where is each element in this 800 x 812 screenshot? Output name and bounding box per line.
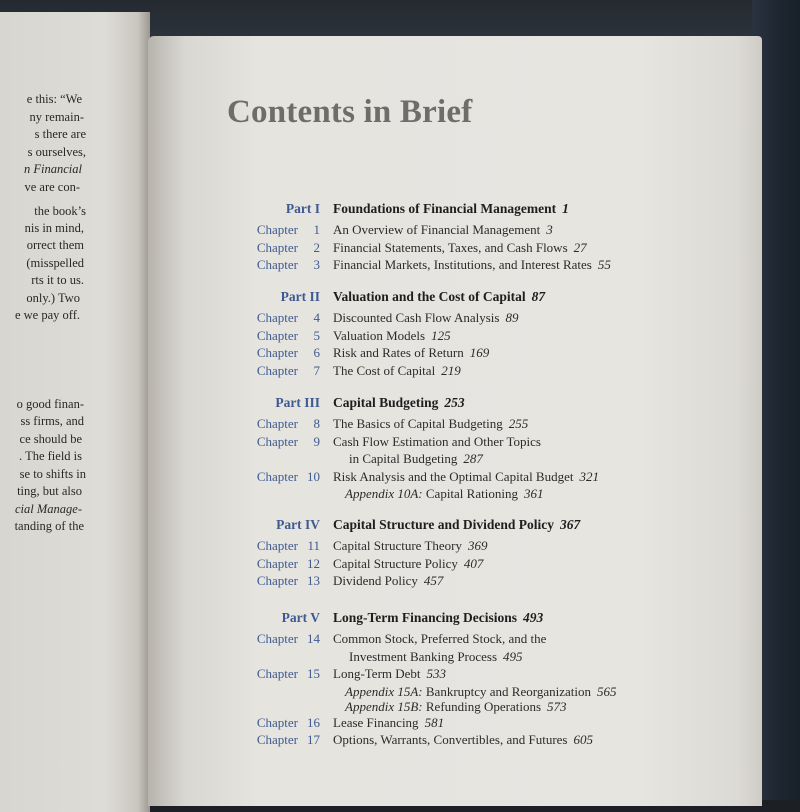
chapter-word: Chapter <box>256 310 298 325</box>
chapter-title <box>333 556 483 572</box>
left-page-text-line: s there are <box>34 127 86 141</box>
left-page-text-line: o good finan- <box>16 397 84 411</box>
part-page-number: 253 <box>444 395 465 410</box>
chapter-page-number: 533 <box>426 666 447 682</box>
chapter-word: Chapter <box>256 555 298 571</box>
chapter-label <box>246 222 320 238</box>
chapter-page-number: 581 <box>424 714 445 730</box>
chapter-title <box>333 416 528 432</box>
chapter-number: 2 <box>313 239 320 255</box>
chapter-page-number: 457 <box>423 573 444 589</box>
chapter-title-continued <box>349 649 523 665</box>
chapter-word: Chapter <box>256 666 298 682</box>
left-page-text-line: tanding of the <box>14 519 84 533</box>
part-title-text: Capital Structure and Dividend Policy <box>333 517 555 532</box>
appendix-label: Appendix 15B: <box>345 699 423 715</box>
appendix-page-number: 565 <box>596 683 617 699</box>
chapter-label <box>246 363 320 379</box>
appendix-title: Capital Rationing <box>425 486 518 502</box>
left-page-text-line: (misspelled <box>26 256 84 270</box>
chapter-page-number: 369 <box>468 538 488 553</box>
left-page-text-line: n Financial <box>24 162 82 176</box>
chapter-title-continued <box>349 451 483 467</box>
left-page-text-line: e we pay off. <box>14 308 80 322</box>
chapter-page-number: 89 <box>505 310 519 325</box>
left-page-text-line: ss firms, and <box>20 414 84 428</box>
chapter-title <box>333 310 518 326</box>
chapter-title-text: Risk Analysis and the Optimal Capital Budget <box>333 468 574 484</box>
chapter-number: 11 <box>307 538 320 553</box>
chapter-title-text: Financial Statements, Taxes, and Cash Flows <box>333 239 568 255</box>
chapter-title <box>333 257 611 273</box>
page-title: Contents in Brief <box>227 94 473 130</box>
left-page-text-line: orrect them <box>26 238 84 252</box>
chapter-title <box>333 345 489 361</box>
left-page-text-line: only.) Two <box>26 291 80 305</box>
appendix-title: Refunding Operations <box>425 699 542 715</box>
part-title <box>333 610 543 626</box>
chapter-title <box>333 538 488 554</box>
chapter-word: Chapter <box>256 327 298 343</box>
left-page-text-line: ce should be <box>19 432 82 446</box>
chapter-number: 15 <box>307 666 320 682</box>
appendix-entry <box>345 486 543 502</box>
chapter-number: 9 <box>313 433 320 449</box>
chapter-word: Chapter <box>256 222 298 237</box>
chapter-page-number: 287 <box>463 451 483 467</box>
left-page-text-line: nis in mind, <box>24 221 84 235</box>
chapter-title <box>333 222 553 238</box>
chapter-title <box>333 328 451 344</box>
left-page <box>0 12 150 812</box>
chapter-label <box>246 310 320 326</box>
part-title-text: Foundations of Financial Management <box>333 201 557 216</box>
chapter-word: Chapter <box>256 362 298 378</box>
chapter-number: 14 <box>307 631 320 646</box>
chapter-title-text: Lease Financing <box>333 714 419 730</box>
left-page-text-line: se to shifts in <box>19 467 86 481</box>
part-label: Part II <box>280 289 320 304</box>
chapter-number: 8 <box>313 416 320 431</box>
chapter-label <box>246 240 320 256</box>
chapter-title <box>333 469 599 485</box>
part-label: Part V <box>281 610 320 625</box>
chapter-title <box>333 666 446 682</box>
chapter-title <box>333 573 443 589</box>
chapter-word: Chapter <box>256 257 298 273</box>
left-page-text-line: ve are con- <box>24 180 80 194</box>
chapter-page-number: 55 <box>597 257 611 273</box>
chapter-title-text: An Overview of Financial Management <box>333 222 541 237</box>
chapter-page-number: 321 <box>579 468 599 484</box>
chapter-title-text: Dividend Policy <box>333 573 418 589</box>
part-title-text: Valuation and the Cost of Capital <box>333 289 526 304</box>
chapter-number: 5 <box>313 327 320 343</box>
chapter-page-number: 407 <box>463 555 484 571</box>
chapter-title <box>333 240 587 256</box>
chapter-word: Chapter <box>256 416 298 431</box>
left-page-text-line: e this: “We <box>26 92 82 106</box>
chapter-title-text: Cash Flow Estimation and Other Topics <box>333 433 541 449</box>
chapter-word: Chapter <box>256 239 298 255</box>
chapter-page-number: 169 <box>469 345 490 361</box>
chapter-title <box>333 631 546 647</box>
chapter-title-text: Options, Warrants, Convertibles, and Futures <box>333 732 568 748</box>
chapter-title <box>333 732 593 748</box>
left-page-text-line: s ourselves, <box>27 145 86 159</box>
chapter-label <box>246 257 320 273</box>
chapter-number: 4 <box>313 310 320 325</box>
chapter-title <box>333 434 541 450</box>
chapter-label <box>246 556 320 572</box>
chapter-label <box>246 469 320 485</box>
chapter-label <box>246 573 320 589</box>
chapter-label <box>246 328 320 344</box>
chapter-title-text: Capital Structure Theory <box>333 538 463 553</box>
chapter-number: 17 <box>307 732 320 748</box>
chapter-word: Chapter <box>256 538 298 553</box>
appendix-page-number: 573 <box>547 699 567 715</box>
chapter-word: Chapter <box>256 345 298 361</box>
chapter-number: 1 <box>313 222 320 237</box>
appendix-entry <box>345 684 616 700</box>
chapter-number: 7 <box>313 362 320 378</box>
part-title-text: Long-Term Financing Decisions <box>333 610 518 625</box>
chapter-number: 6 <box>313 345 320 361</box>
chapter-title-text: Financial Markets, Institutions, and Interest Rates <box>333 257 592 273</box>
chapter-title-text: Valuation Models <box>333 327 426 343</box>
chapter-title-text: The Basics of Capital Budgeting <box>333 416 503 431</box>
chapter-title-text: Common Stock, Preferred Stock, and the <box>333 631 547 646</box>
chapter-page-number: 255 <box>508 416 529 431</box>
left-page-text-line: . The field is <box>19 449 82 463</box>
chapter-page-number: 219 <box>441 362 461 378</box>
appendix-page-number: 361 <box>523 486 544 502</box>
chapter-word: Chapter <box>256 732 298 748</box>
chapter-page-number: 605 <box>573 732 593 748</box>
part-label: Part IV <box>276 517 320 532</box>
chapter-word: Chapter <box>256 573 298 589</box>
chapter-label <box>246 666 320 682</box>
chapter-label <box>246 416 320 432</box>
chapter-page-number: 3 <box>546 222 553 237</box>
left-page-text-line: rts it to us. <box>31 273 84 287</box>
part-label: Part I <box>285 201 320 216</box>
chapter-word: Chapter <box>256 631 298 646</box>
appendix-entry <box>345 699 567 715</box>
part-page-number: 493 <box>523 610 544 625</box>
chapter-title-text: Capital Structure Policy <box>333 555 458 571</box>
chapter-title-text: Long-Term Debt <box>333 666 421 682</box>
chapter-label <box>246 434 320 450</box>
chapter-word: Chapter <box>256 714 298 730</box>
part-title <box>333 201 569 217</box>
left-page-text-line: the book’s <box>34 204 86 218</box>
part-page-number: 367 <box>560 517 581 532</box>
chapter-title <box>333 363 461 379</box>
chapter-label <box>246 715 320 731</box>
chapter-number: 16 <box>307 714 320 730</box>
appendix-label: Appendix 10A: <box>345 486 423 502</box>
chapter-page-number: 495 <box>503 648 523 664</box>
chapter-label <box>246 732 320 748</box>
chapter-label <box>246 345 320 361</box>
part-label: Part III <box>275 395 320 410</box>
part-page-number: 1 <box>562 201 569 216</box>
chapter-title-text: The Cost of Capital <box>333 362 436 378</box>
part-title <box>333 395 465 411</box>
part-title <box>333 517 580 533</box>
chapter-title <box>333 715 444 731</box>
chapter-label <box>246 538 320 554</box>
chapter-number: 12 <box>307 555 320 571</box>
chapter-number: 13 <box>307 573 320 589</box>
left-page-text-line: ny remain- <box>29 110 84 124</box>
chapter-number: 10 <box>307 468 320 484</box>
chapter-word: Chapter <box>256 468 298 484</box>
chapter-title-text: Investment Banking Process <box>349 648 498 664</box>
left-page-text-line: ting, but also <box>17 484 82 498</box>
chapter-title-text: Risk and Rates of Return <box>333 345 464 361</box>
appendix-label: Appendix 15A: <box>345 683 423 699</box>
chapter-title-text: Discounted Cash Flow Analysis <box>333 310 500 325</box>
part-title <box>333 289 545 305</box>
appendix-title: Bankruptcy and Reorganization <box>425 683 591 699</box>
chapter-number: 3 <box>313 257 320 273</box>
chapter-label <box>246 631 320 647</box>
chapter-title-text: in Capital Budgeting <box>349 451 458 467</box>
chapter-word: Chapter <box>256 433 298 449</box>
chapter-page-number: 27 <box>573 239 587 255</box>
part-title-text: Capital Budgeting <box>333 395 439 410</box>
part-page-number: 87 <box>531 289 546 304</box>
chapter-page-number: 125 <box>431 327 451 343</box>
left-page-text-line: cial Manage- <box>15 502 82 516</box>
